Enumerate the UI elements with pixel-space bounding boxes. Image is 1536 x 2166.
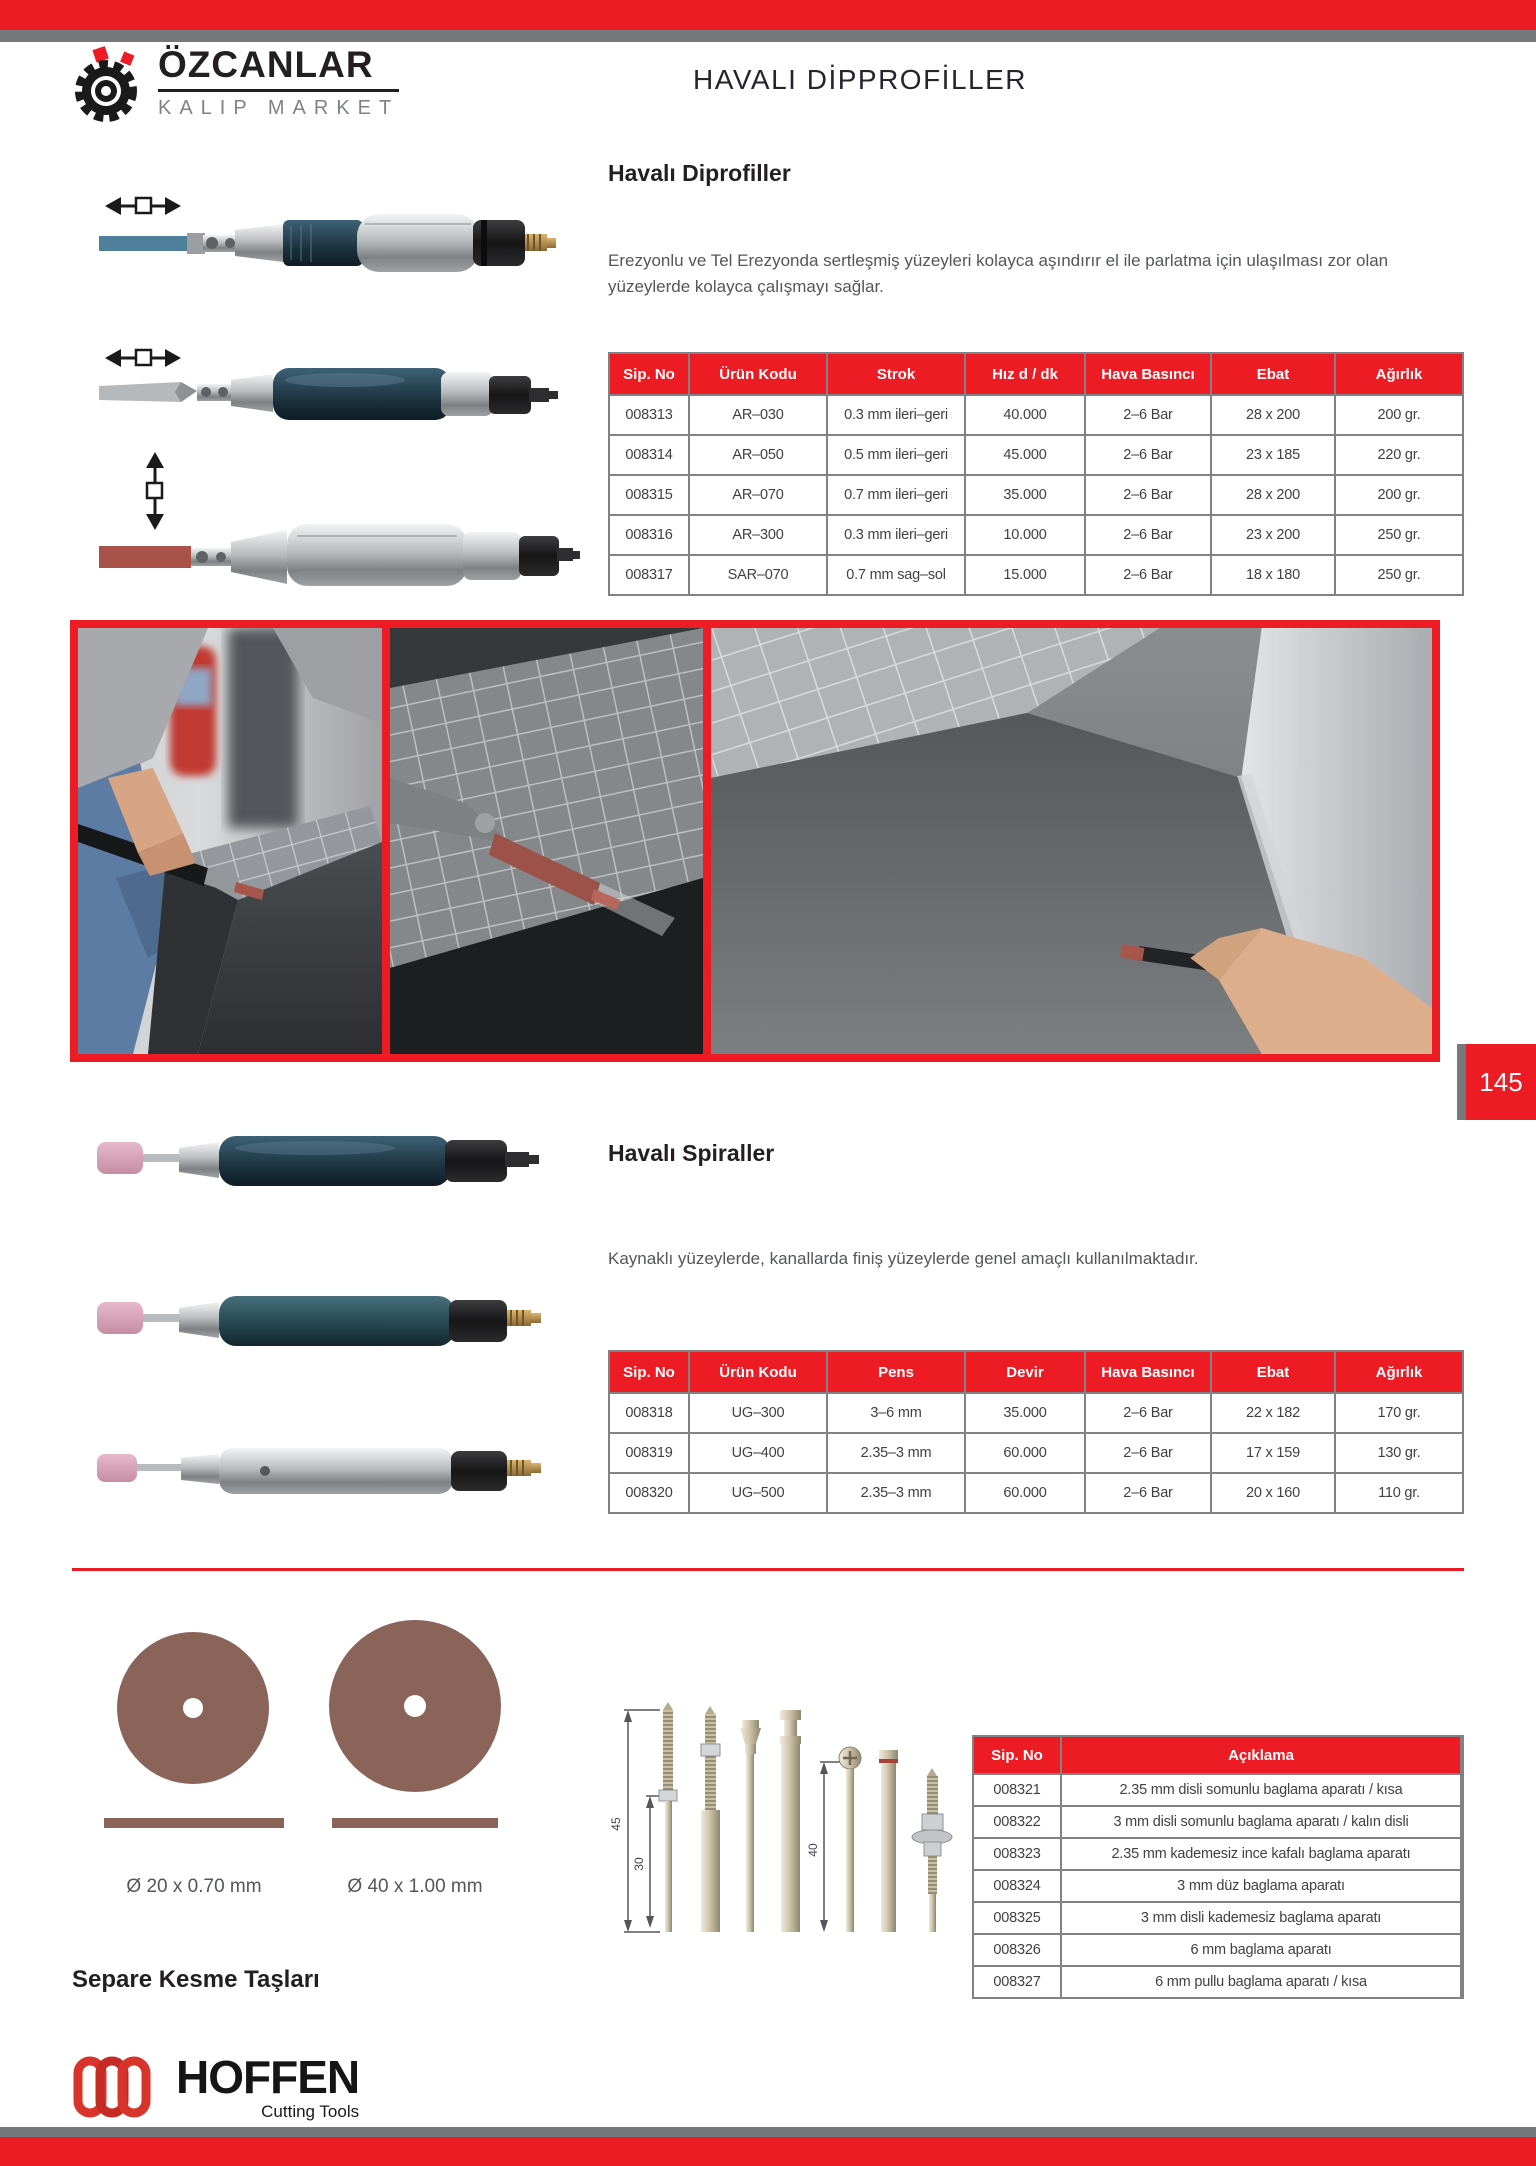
cutting-disc-large-edge-image bbox=[332, 1818, 498, 1828]
table-cell: 23 x 200 bbox=[1212, 516, 1334, 554]
top-gray-bar bbox=[0, 30, 1536, 42]
dimension-45-label: 45 bbox=[609, 1817, 623, 1831]
disc-small-label: Ø 20 x 0.70 mm bbox=[126, 1876, 262, 1897]
table-cell: 3–6 mm bbox=[828, 1394, 964, 1432]
diprofiller-tool-1-image bbox=[85, 180, 565, 290]
table-cell: 18 x 180 bbox=[1212, 556, 1334, 594]
table-cell: 008313 bbox=[610, 396, 688, 434]
column-header: Açıklama bbox=[1062, 1737, 1460, 1773]
column-header: Devir bbox=[966, 1352, 1084, 1392]
spiraller-table bbox=[608, 1350, 1464, 1514]
table-cell: 6 mm baglama aparatı bbox=[1062, 1935, 1460, 1965]
column-header: Sip. No bbox=[610, 354, 688, 394]
table-cell: 2–6 Bar bbox=[1086, 1434, 1210, 1472]
page-number-badge: 145 bbox=[1466, 1044, 1536, 1120]
stroke-direction-horizontal-icon bbox=[105, 197, 181, 215]
table-cell: UG–300 bbox=[690, 1394, 826, 1432]
table-cell: 2.35 mm kademesiz ince kafalı baglama aparatı bbox=[1062, 1839, 1460, 1869]
table-cell: 0.3 mm ileri–geri bbox=[828, 396, 964, 434]
diprofiller-tool-2-image bbox=[85, 340, 565, 440]
table-cell: 17 x 159 bbox=[1212, 1434, 1334, 1472]
table-cell: 170 gr. bbox=[1336, 1394, 1462, 1432]
table-cell: 008314 bbox=[610, 436, 688, 474]
table-cell: 3 mm disli somunlu baglama aparatı / kalın disli bbox=[1062, 1807, 1460, 1837]
table-cell: 2–6 Bar bbox=[1086, 476, 1210, 514]
table-cell: 35.000 bbox=[966, 476, 1084, 514]
table-cell: AR–300 bbox=[690, 516, 826, 554]
table-cell: 008319 bbox=[610, 1434, 688, 1472]
section-divider bbox=[72, 1568, 1464, 1571]
table-cell: 008325 bbox=[974, 1903, 1060, 1933]
cutting-disc-small-edge-image bbox=[104, 1818, 284, 1828]
table-cell: 0.7 mm sag–sol bbox=[828, 556, 964, 594]
brand-name: ÖZCANLAR bbox=[158, 46, 399, 92]
table-cell: 40.000 bbox=[966, 396, 1084, 434]
spiraller-tool-2-image bbox=[85, 1280, 575, 1365]
bottom-gray-bar bbox=[0, 2127, 1536, 2137]
table-cell: 0.3 mm ileri–geri bbox=[828, 516, 964, 554]
table-cell: 2–6 Bar bbox=[1086, 436, 1210, 474]
mandrel-attachments-image bbox=[598, 1692, 970, 1952]
section1-heading: Havalı Diprofiller bbox=[608, 160, 791, 186]
application-photo-1 bbox=[78, 628, 382, 1054]
table-cell: 008320 bbox=[610, 1474, 688, 1512]
top-red-bar bbox=[0, 0, 1536, 30]
table-cell: 3 mm düz baglama aparatı bbox=[1062, 1871, 1460, 1901]
footer-brand-logo bbox=[72, 2051, 360, 2122]
column-header: Hava Basıncı bbox=[1086, 354, 1210, 394]
cutting-disc-large-image bbox=[329, 1620, 501, 1792]
table-cell: 250 gr. bbox=[1336, 516, 1462, 554]
column-header: Ebat bbox=[1212, 1352, 1334, 1392]
table-cell: 45.000 bbox=[966, 436, 1084, 474]
table-cell: SAR–070 bbox=[690, 556, 826, 594]
brand-logo bbox=[70, 46, 399, 124]
aparat-table bbox=[972, 1735, 1464, 1999]
stroke-direction-vertical-icon bbox=[146, 452, 164, 530]
diprofiller-table bbox=[608, 352, 1464, 596]
table-cell: 2–6 Bar bbox=[1086, 516, 1210, 554]
disc-large-label: Ø 40 x 1.00 mm bbox=[347, 1876, 483, 1897]
table-cell: AR–070 bbox=[690, 476, 826, 514]
column-header: Sip. No bbox=[610, 1352, 688, 1392]
table-cell: 28 x 200 bbox=[1212, 396, 1334, 434]
table-cell: 008324 bbox=[974, 1871, 1060, 1901]
column-header: Ürün Kodu bbox=[690, 1352, 826, 1392]
table-cell: 2.35 mm disli somunlu baglama aparatı / kısa bbox=[1062, 1775, 1460, 1805]
table-cell: 220 gr. bbox=[1336, 436, 1462, 474]
column-header: Sip. No bbox=[974, 1737, 1060, 1773]
table-cell: UG–400 bbox=[690, 1434, 826, 1472]
dimension-40-label: 40 bbox=[806, 1843, 820, 1857]
table-cell: 6 mm pullu baglama aparatı / kısa bbox=[1062, 1967, 1460, 1997]
table-cell: AR–030 bbox=[690, 396, 826, 434]
table-cell: 110 gr. bbox=[1336, 1474, 1462, 1512]
brand-subtitle: KALIP MARKET bbox=[158, 96, 400, 119]
section1-description: Erezyonlu ve Tel Erezyonda sertleşmiş yüzeyleri kolayca aşındırır el ile parlatma için ulaşılması zor olan yüzeylerde kolayca çalışmayı sağlar. bbox=[608, 251, 1389, 296]
table-cell: 200 gr. bbox=[1336, 476, 1462, 514]
table-cell: 15.000 bbox=[966, 556, 1084, 594]
footer-brand-subtitle: Cutting Tools bbox=[261, 2101, 360, 2121]
table-cell: 28 x 200 bbox=[1212, 476, 1334, 514]
table-cell: AR–050 bbox=[690, 436, 826, 474]
diprofiller-tool-3-image bbox=[85, 450, 580, 600]
table-cell: 008315 bbox=[610, 476, 688, 514]
application-photo-3 bbox=[711, 628, 1432, 1054]
table-cell: 22 x 182 bbox=[1212, 1394, 1334, 1432]
table-cell: 60.000 bbox=[966, 1474, 1084, 1512]
section2-description: Kaynaklı yüzeylerde, kanallarda finiş yüzeylerde genel amaçlı kullanılmaktadır. bbox=[608, 1249, 1199, 1268]
stroke-direction-horizontal-icon bbox=[105, 349, 181, 367]
column-header: Strok bbox=[828, 354, 964, 394]
column-header: Ürün Kodu bbox=[690, 354, 826, 394]
section2-heading: Havalı Spiraller bbox=[608, 1140, 775, 1166]
table-cell: 20 x 160 bbox=[1212, 1474, 1334, 1512]
footer-brand-name: HOFFEN bbox=[176, 2051, 360, 2103]
dimension-30-label: 30 bbox=[632, 1857, 646, 1871]
table-cell: 008317 bbox=[610, 556, 688, 594]
column-header: Pens bbox=[828, 1352, 964, 1392]
section3-heading: Separe Kesme Taşları bbox=[72, 1966, 320, 1993]
table-cell: 008321 bbox=[974, 1775, 1060, 1805]
table-cell: 008323 bbox=[974, 1839, 1060, 1869]
spiraller-tool-3-image bbox=[85, 1430, 575, 1515]
table-cell: 2.35–3 mm bbox=[828, 1434, 964, 1472]
table-cell: 008318 bbox=[610, 1394, 688, 1432]
table-cell: 2–6 Bar bbox=[1086, 556, 1210, 594]
table-cell: 2–6 Bar bbox=[1086, 1394, 1210, 1432]
table-cell: 2–6 Bar bbox=[1086, 1474, 1210, 1512]
hoffen-rings-icon bbox=[72, 2056, 168, 2120]
table-cell: 35.000 bbox=[966, 1394, 1084, 1432]
application-photo-strip bbox=[70, 620, 1440, 1062]
table-cell: 60.000 bbox=[966, 1434, 1084, 1472]
column-header: Ebat bbox=[1212, 354, 1334, 394]
table-cell: 3 mm disli kademesiz baglama aparatı bbox=[1062, 1903, 1460, 1933]
table-cell: 008316 bbox=[610, 516, 688, 554]
table-cell: 008326 bbox=[974, 1935, 1060, 1965]
cutting-disc-small-image bbox=[117, 1632, 269, 1784]
table-cell: 0.7 mm ileri–geri bbox=[828, 476, 964, 514]
application-photo-2 bbox=[390, 628, 703, 1054]
table-cell: 200 gr. bbox=[1336, 396, 1462, 434]
gear-icon bbox=[70, 46, 144, 124]
table-cell: UG–500 bbox=[690, 1474, 826, 1512]
table-cell: 23 x 185 bbox=[1212, 436, 1334, 474]
table-cell: 10.000 bbox=[966, 516, 1084, 554]
page-title: HAVALI DİPPROFİLLER bbox=[693, 64, 1027, 95]
table-cell: 2–6 Bar bbox=[1086, 396, 1210, 434]
table-cell: 130 gr. bbox=[1336, 1434, 1462, 1472]
table-cell: 008322 bbox=[974, 1807, 1060, 1837]
spiraller-tool-1-image bbox=[85, 1120, 575, 1205]
table-cell: 250 gr. bbox=[1336, 556, 1462, 594]
column-header: Hava Basıncı bbox=[1086, 1352, 1210, 1392]
table-cell: 0.5 mm ileri–geri bbox=[828, 436, 964, 474]
table-cell: 008327 bbox=[974, 1967, 1060, 1997]
bottom-red-bar bbox=[0, 2137, 1536, 2166]
table-cell: 2.35–3 mm bbox=[828, 1474, 964, 1512]
column-header: Ağırlık bbox=[1336, 1352, 1462, 1392]
page-badge-strip bbox=[1457, 1044, 1466, 1120]
column-header: Ağırlık bbox=[1336, 354, 1462, 394]
column-header: Hız d / dk bbox=[966, 354, 1084, 394]
